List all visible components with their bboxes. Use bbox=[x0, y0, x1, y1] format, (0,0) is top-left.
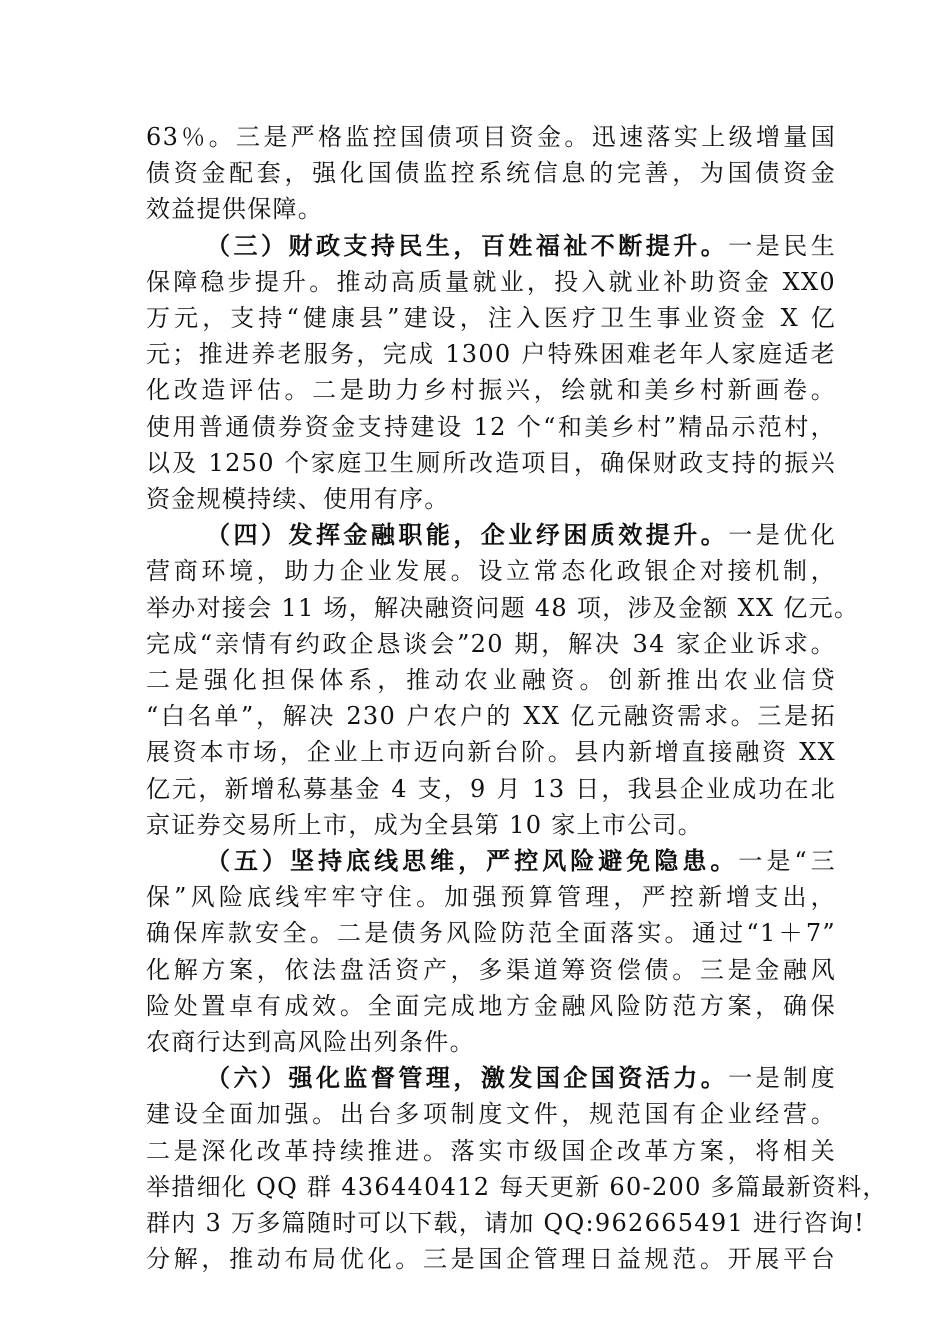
body-text-line bbox=[146, 265, 836, 299]
line-text: 二是深化改革持续推进。落实市级国企改革方案，将相关 bbox=[146, 1136, 836, 1165]
line-text: 一是优化 bbox=[728, 521, 836, 550]
body-text-line bbox=[146, 1097, 836, 1131]
line-text: 京证券交易所上市，成为全县第 10 家上市公司。 bbox=[146, 810, 703, 839]
body-text-line bbox=[146, 916, 836, 950]
line-text: 63％。三是严格监控国债项目资金。迅速落实上级增量国 bbox=[146, 123, 836, 151]
line-text: 营商环境，助力企业发展。设立常态化政银企对接机制， bbox=[146, 557, 836, 586]
body-text-line bbox=[146, 663, 836, 697]
section-heading: （三）财政支持民生，百姓福祉不断提升。 bbox=[206, 230, 729, 260]
section-heading-line bbox=[206, 229, 836, 263]
section-heading: （五）坚持底线思维，严控风险避免隐患。 bbox=[206, 846, 739, 875]
body-text-line bbox=[146, 1170, 888, 1204]
line-text: 保”风险底线牢牢守住。加强预算管理，严控新增支出， bbox=[146, 883, 836, 912]
line-text: 确保库款安全。二是债务风险防范全面落实。通过“1＋7” bbox=[146, 919, 836, 948]
line-text: 化改造评估。二是助力乡村振兴，绘就和美乡村新画卷。 bbox=[146, 376, 836, 405]
line-text: 农商行达到高风险出列条件。 bbox=[146, 1028, 475, 1056]
line-text: 一是制度 bbox=[728, 1064, 836, 1093]
body-text-line bbox=[146, 446, 836, 480]
line-text: 以及 1250 个家庭卫生厕所改造项目，确保财政支持的振兴 bbox=[146, 448, 836, 477]
line-text: 分解，推动布局优化。三是国企管理日益规范。开展平台 bbox=[146, 1245, 836, 1274]
body-text-line bbox=[146, 156, 836, 190]
section-heading-line bbox=[206, 844, 836, 878]
line-text: 化解方案，依法盘活资产，多渠道筹资偿债。三是金融风 bbox=[146, 955, 836, 984]
body-text-line bbox=[146, 1134, 836, 1168]
body-text-line bbox=[146, 808, 836, 842]
line-text: 举办对接会 11 场，解决融资问题 48 项，涉及金额 XX 亿元。 bbox=[146, 593, 860, 622]
line-text: 举措细化 QQ 群 436440412 每天更新 60-200 多篇最新资料， bbox=[146, 1172, 888, 1201]
body-text-line bbox=[146, 337, 836, 371]
body-text-line bbox=[146, 772, 836, 806]
line-text: 群内 3 万多篇随时可以下载，请加 QQ:962665491 进行咨询! bbox=[146, 1209, 866, 1237]
body-text-line bbox=[146, 120, 836, 154]
body-text-line bbox=[146, 1025, 836, 1059]
body-text-line bbox=[146, 373, 836, 407]
body-text-line bbox=[146, 482, 836, 516]
body-text-line bbox=[146, 554, 836, 588]
section-heading: （四）发挥金融职能，企业纾困质效提升。 bbox=[206, 520, 729, 550]
line-text: 展资本市场，企业上市迈向新台阶。县内新增直接融资 XX bbox=[146, 738, 836, 767]
body-text-line bbox=[146, 410, 836, 444]
line-text: 险处置卓有成效。全面完成地方金融风险防范方案，确保 bbox=[146, 991, 836, 1020]
line-text: 一是“三 bbox=[738, 847, 836, 875]
line-text: 二是强化担保体系，推动农业融资。创新推出农业信贷 bbox=[146, 666, 836, 694]
line-text: 保障稳步提升。推动高质量就业，投入就业补助资金 XX0 bbox=[146, 267, 836, 296]
body-text-line bbox=[146, 627, 836, 661]
line-text: 效益提供保障。 bbox=[146, 195, 324, 224]
line-text: 使用普通债券资金支持建设 12 个“和美乡村”精品示范村， bbox=[146, 412, 836, 441]
body-text-line bbox=[146, 1206, 866, 1240]
line-text: “白名单”，解决 230 户农户的 XX 亿元融资需求。三是拓 bbox=[146, 702, 836, 731]
body-text-line bbox=[146, 735, 836, 769]
section-heading-line bbox=[206, 1061, 836, 1095]
line-text: 资金规模持续、使用有序。 bbox=[146, 485, 450, 513]
line-text: 建设全面加强。出台多项制度文件，规范国有企业经营。 bbox=[146, 1100, 836, 1129]
body-text-line bbox=[146, 989, 836, 1023]
section-heading: （六）强化监督管理，激发国企国资活力。 bbox=[206, 1063, 729, 1093]
line-text: 元；推进养老服务，完成 1300 户特殊困难老年人家庭适老 bbox=[146, 340, 836, 369]
line-text: 一是民生 bbox=[728, 231, 836, 260]
body-text-line bbox=[146, 591, 860, 625]
line-text: 亿元，新增私募基金 4 支，9 月 13 日，我县企业成功在北 bbox=[146, 774, 836, 803]
line-text: 万元，支持“健康县”建设，注入医疗卫生事业资金 X 亿 bbox=[146, 304, 836, 332]
body-text-line bbox=[146, 880, 836, 914]
body-text-line bbox=[146, 1242, 836, 1276]
body-text-line bbox=[146, 953, 836, 987]
body-text-line bbox=[146, 192, 836, 226]
body-text-line bbox=[146, 301, 836, 335]
line-text: 完成“亲情有约政企恳谈会”20 期，解决 34 家企业诉求。 bbox=[146, 629, 836, 658]
section-heading-line bbox=[206, 518, 836, 552]
body-text-line bbox=[146, 699, 836, 733]
line-text: 债资金配套，强化国债监控系统信息的完善，为国债资金 bbox=[146, 159, 836, 188]
